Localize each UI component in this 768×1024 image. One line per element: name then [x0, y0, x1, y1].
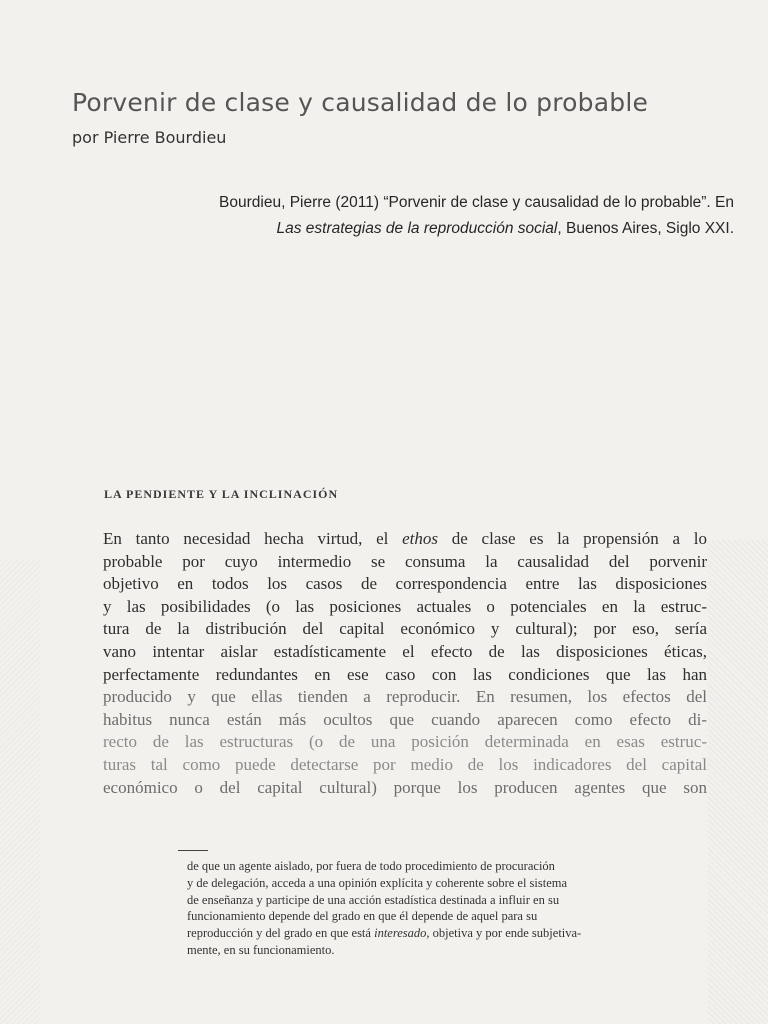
footnote-line: y de delegación, acceda a una opinión explícita y coherente sobre el sistema — [187, 875, 568, 890]
footnote — [187, 858, 707, 959]
footnote-line: de enseñanza y participe de una acción estadística destinada a influir en su — [187, 892, 560, 907]
paragraph-line: habitus nunca están más ocultos que cuando aparecen como efecto di- — [103, 709, 707, 729]
paragraph-line: En tanto necesidad hecha virtud, el ethos de clase es la propensión a lo — [103, 529, 707, 548]
footnote-line: de que un agente aislado, por fuera de todo procedimiento de procuración — [187, 859, 555, 873]
document-author: por Pierre Bourdieu — [72, 128, 227, 147]
footnote-line: reproducción y del grado en que está interesado, objetiva y por ende subjetiva- — [187, 926, 582, 941]
section-heading: LA PENDIENTE Y LA INCLINACIÓN — [104, 487, 339, 501]
paragraph-line: económico o del capital cultural) porque los producen agentes que son — [103, 777, 707, 797]
citation-book-title: Las estrategias de la reproducción social — [276, 220, 558, 237]
italic-term: ethos — [402, 529, 439, 548]
citation-publisher: , Buenos Aires, Siglo XXI. — [557, 220, 734, 237]
paragraph-line: vano intentar aislar estadísticamente el efecto de las disposiciones éticas, — [103, 641, 707, 661]
paragraph-line: turas tal como puede detectarse por medio de los indicadores del capital — [103, 754, 707, 774]
scan-noise-left — [0, 560, 40, 1024]
paragraph-line: recto de las estructuras (o de una posición determinada en esas estruc- — [103, 732, 707, 752]
footnote-line: mente, en su funcionamiento. — [187, 942, 335, 957]
body-paragraph — [103, 528, 707, 799]
paragraph-line: tura de la distribución del capital económico y cultural); por eso, sería — [103, 619, 707, 639]
document-title: Porvenir de clase y causalidad de lo probable — [72, 88, 649, 117]
footnote-line: funcionamiento depende del grado en que él depende de aquel para su — [187, 909, 538, 924]
italic-term: interesado — [374, 926, 427, 941]
footnote-rule — [178, 850, 208, 851]
citation-line-2 — [100, 216, 734, 242]
paragraph-line: producido y que ellas tienden a reproducir. En resumen, los efectos del — [103, 687, 707, 707]
paragraph-line: y las posibilidades (o las posiciones actuales o potenciales en la estruc- — [103, 596, 707, 616]
paragraph-line: objetivo en todos los casos de correspondencia entre las disposiciones — [103, 574, 707, 594]
scan-noise-right — [708, 540, 768, 1024]
citation-line-1: Bourdieu, Pierre (2011) “Porvenir de clase y causalidad de lo probable”. En — [219, 194, 734, 211]
paragraph-line: perfectamente redundantes en ese caso con las condiciones que las han — [103, 664, 707, 684]
citation — [100, 190, 734, 242]
paragraph-line: probable por cuyo intermedio se consuma la causalidad del porvenir — [103, 551, 707, 571]
